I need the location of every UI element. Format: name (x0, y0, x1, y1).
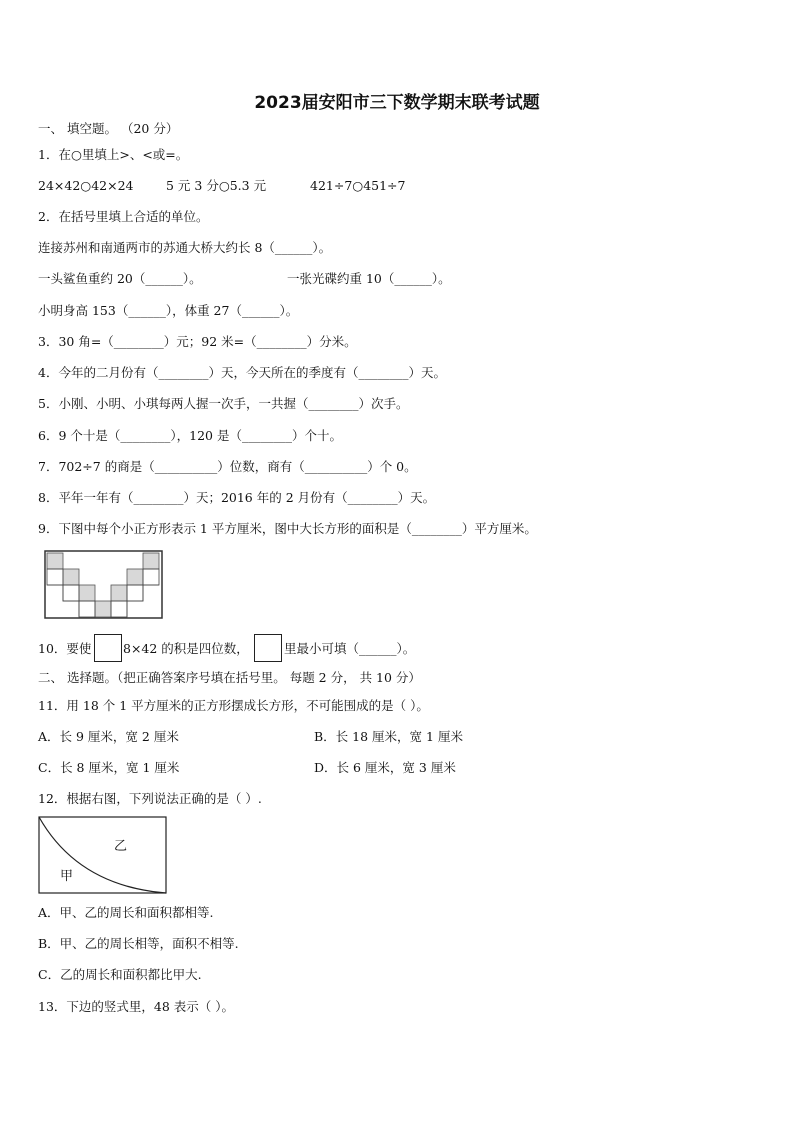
question-2-a: 连接苏州和南通两市的苏通大桥大约长 8（______）。 (38, 240, 332, 255)
question-2: 2．在括号里填上合适的单位。 (38, 209, 209, 224)
question-2-d: 小明身高 153（______），体重 27（______）。 (38, 303, 299, 318)
question-1: 1．在○里填上>、<或=。 (38, 147, 189, 162)
page-title: 2023届安阳市三下数学期末联考试题 (254, 93, 540, 113)
question-1-item-3: 421÷7○451÷7 (310, 178, 406, 193)
question-11-option-c: C．长 8 厘米，宽 1 厘米 (38, 760, 180, 775)
question-6: 6．9 个十是（________），120 是（________）个十。 (38, 428, 342, 443)
question-1-item-2: 5 元 3 分○5.3 元 (166, 178, 267, 193)
question-3: 3．30 角=（________）元；92 米=（________）分米。 (38, 334, 357, 349)
question-11-option-d: D．长 6 厘米，宽 3 厘米 (314, 760, 456, 775)
question-12: 12．根据右图，下列说法正确的是（ ）. (38, 791, 262, 806)
question-4: 4．今年的二月份有（________）天，今天所在的季度有（________）天。 (38, 365, 446, 380)
question-11: 11．用 18 个 1 平方厘米的正方形摆成长方形，不可能围成的是（ ）。 (38, 698, 429, 713)
question-1-item-1: 24×42○42×24 (38, 178, 134, 193)
grid-figure (44, 550, 164, 620)
curve-figure (38, 816, 169, 896)
question-12-option-a: A．甲、乙的周长和面积都相等. (38, 905, 214, 920)
section-2-heading: 二、 选择题。（把正确答案序号填在括号里。 每题 2 分， 共 10 分） (38, 670, 421, 685)
question-13: 13．下边的竖式里，48 表示（ ）。 (38, 999, 235, 1014)
region-label-b: 甲 (60, 869, 74, 884)
section-1-heading: 一、 填空题。 （20 分） (38, 121, 179, 136)
question-12-option-b: B．甲、乙的周长相等，面积不相等. (38, 936, 239, 951)
answer-box (254, 634, 282, 662)
question-10-text-c: 里最小可填（______）。 (284, 641, 416, 656)
question-10-text-a: 10．要使 (38, 641, 92, 656)
question-2-c: 一张光碟约重 10（______）。 (287, 271, 451, 286)
question-10-text-b: 8×42 的积是四位数， (123, 641, 249, 656)
question-11-option-b: B．长 18 厘米，宽 1 厘米 (314, 729, 463, 744)
question-12-option-c: C．乙的周长和面积都比甲大. (38, 967, 202, 982)
question-7: 7．702÷7 的商是（__________）位数，商有（__________）个 0。 (38, 459, 417, 474)
answer-box (94, 634, 122, 662)
region-label-a: 乙 (114, 839, 128, 854)
question-5: 5．小刚、小明、小琪每两人握一次手，一共握（________）次手。 (38, 396, 409, 411)
question-8: 8．平年一年有（________）天；2016 年的 2 月份有（________）天。 (38, 490, 436, 505)
question-11-option-a: A．长 9 厘米，宽 2 厘米 (38, 729, 179, 744)
question-9: 9．下图中每个小正方形表示 1 平方厘米，图中大长方形的面积是（________）平方厘米。 (38, 521, 537, 536)
question-2-b: 一头鲨鱼重约 20（______）。 (38, 271, 202, 286)
